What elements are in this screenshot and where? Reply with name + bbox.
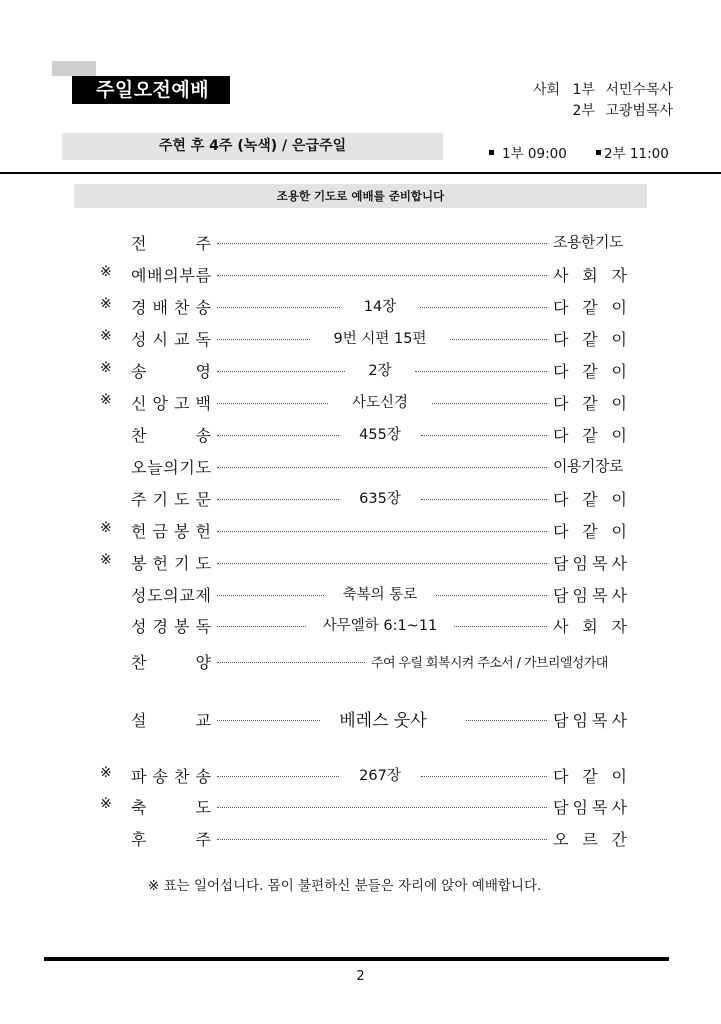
order-item-leader: 오 르 간: [553, 830, 627, 849]
host-part: 2부: [572, 103, 595, 119]
dotted-leader: [217, 307, 340, 308]
dotted-leader: [454, 626, 547, 627]
order-item: [0, 612, 721, 638]
order-item-detail: 267장: [359, 768, 401, 784]
order-item: [0, 453, 721, 479]
service-time-label: 1부 09:00: [502, 146, 567, 162]
order-item-detail: 주여 우릴 회복시켜 주소서 / 가브리엘성가대: [371, 656, 608, 671]
order-item-name: 성 도 의 교 제: [131, 586, 211, 605]
host-row-1: [525, 80, 673, 101]
dotted-leader: [217, 371, 345, 372]
order-item: [0, 706, 721, 732]
host-name: 서민수목사: [605, 82, 673, 98]
order-item: [0, 825, 721, 851]
page-number: 2: [356, 969, 365, 984]
order-item-leader: 사 회 자: [553, 266, 627, 285]
order-item-leader: 다 같 이: [553, 330, 627, 349]
order-item-leader: 다 같 이: [553, 298, 627, 317]
order-item-name: 찬 송: [131, 426, 211, 445]
service-subtitle: 주현 후 4주 (녹색) / 은급주일: [62, 133, 443, 160]
order-item-detail: 9번 시편 15편: [333, 331, 427, 347]
order-item-name: 설 교: [131, 711, 211, 730]
standing-footnote: ※ 표는 일어섭니다. 몸이 불편하신 분들은 자리에 앉아 예배합니다.: [148, 878, 542, 894]
order-item-detail: 2장: [368, 363, 392, 379]
order-item: [0, 357, 721, 383]
dotted-leader: [217, 662, 365, 663]
dotted-leader: [436, 595, 547, 596]
order-item-leader: 다 같 이: [553, 490, 627, 509]
dotted-leader: [217, 807, 547, 808]
order-item: [0, 421, 721, 447]
preparation-notice: 조용한 기도로 예배를 준비합니다: [74, 184, 647, 208]
standing-mark: ※: [100, 392, 112, 408]
host-label: 사회: [532, 82, 561, 98]
order-item-name: 신 앙 고 백: [131, 394, 211, 413]
order-item-name: 예 배 의 부 름: [131, 266, 211, 285]
standing-mark: ※: [100, 296, 112, 312]
order-item: [0, 581, 721, 607]
order-item-name: 찬 양: [131, 653, 211, 672]
order-item-name: 축 도: [131, 798, 211, 817]
header-tab-decoration: [52, 61, 96, 76]
dotted-leader: [217, 499, 339, 500]
host-info: [525, 80, 673, 122]
standing-mark: ※: [100, 264, 112, 280]
order-item-detail: 축복의 통로: [342, 587, 418, 603]
order-item: [0, 261, 721, 287]
order-item-leader: 다 같 이: [553, 426, 627, 445]
order-item-name: 송 영: [131, 362, 211, 381]
order-item-name: 성 경 봉 독: [131, 617, 211, 636]
service-title: 주일오전예배: [72, 76, 230, 104]
host-part: 1부: [572, 82, 595, 98]
order-item: [0, 549, 721, 575]
order-item: [0, 648, 721, 674]
order-item: [0, 793, 721, 819]
order-item-name: 주 기 도 문: [131, 490, 211, 509]
order-item-name: 오 늘 의 기 도: [131, 458, 211, 477]
order-item: [0, 485, 721, 511]
order-item: [0, 293, 721, 319]
dotted-leader: [217, 776, 339, 777]
order-item: [0, 389, 721, 415]
standing-mark: ※: [100, 360, 112, 376]
standing-mark: ※: [100, 765, 112, 781]
dotted-leader: [421, 499, 547, 500]
service-time-2: [596, 142, 669, 162]
order-item-leader: 담 임 목 사: [553, 554, 627, 573]
dotted-leader: [217, 243, 547, 244]
order-item-leader: 다 같 이: [553, 522, 627, 541]
header-divider: [0, 172, 721, 174]
dotted-leader: [466, 720, 547, 721]
standing-mark: ※: [100, 328, 112, 344]
standing-mark: ※: [100, 796, 112, 812]
dotted-leader: [415, 371, 547, 372]
order-item-detail: 635장: [359, 491, 401, 507]
order-item-name: 파 송 찬 송: [131, 767, 211, 786]
dotted-leader: [217, 595, 324, 596]
dotted-leader: [420, 307, 547, 308]
dotted-leader: [450, 339, 547, 340]
order-item-leader: 다 같 이: [553, 362, 627, 381]
dotted-leader: [217, 435, 339, 436]
dotted-leader: [217, 275, 547, 276]
order-item: [0, 762, 721, 788]
order-item-name: 전 주: [131, 234, 211, 253]
bullet-square-icon: [596, 150, 601, 155]
dotted-leader: [217, 839, 547, 840]
order-item-name: 후 주: [131, 830, 211, 849]
order-item-name: 성 시 교 독: [131, 330, 211, 349]
dotted-leader: [217, 339, 310, 340]
dotted-leader: [217, 467, 547, 468]
order-item-leader: 담 임 목 사: [553, 586, 627, 605]
dotted-leader: [217, 531, 547, 532]
order-item-leader: 다 같 이: [553, 767, 627, 786]
dotted-leader: [217, 563, 547, 564]
order-item-detail: 455장: [359, 427, 401, 443]
order-item-leader: 이용기장로: [553, 457, 623, 475]
order-item: [0, 229, 721, 255]
order-item-detail: 베레스 웃사: [339, 711, 427, 731]
standing-mark: ※: [100, 520, 112, 536]
host-row-2: [525, 101, 673, 122]
dotted-leader: [217, 626, 306, 627]
service-time-label: 2부 11:00: [604, 146, 669, 162]
order-item-name: 경 배 찬 송: [131, 298, 211, 317]
dotted-leader: [217, 403, 328, 404]
order-item-detail: 사도신경: [351, 395, 409, 411]
dotted-leader: [432, 403, 547, 404]
service-time-1: [489, 142, 567, 162]
order-item-detail: 14장: [363, 299, 397, 315]
order-item-leader: 담 임 목 사: [553, 798, 627, 817]
order-item-leader: 조용한기도: [553, 233, 623, 251]
footer-divider: [44, 957, 669, 961]
order-item-name: 헌 금 봉 헌: [131, 522, 211, 541]
dotted-leader: [421, 435, 547, 436]
order-item-leader: 다 같 이: [553, 394, 627, 413]
order-item-detail: 사무엘하 6:1~11: [322, 618, 438, 634]
order-item: [0, 517, 721, 543]
bullet-square-icon: [489, 150, 494, 155]
dotted-leader: [421, 776, 547, 777]
order-item: [0, 325, 721, 351]
order-item-name: 봉 헌 기 도: [131, 554, 211, 573]
host-name: 고광범목사: [605, 103, 673, 119]
standing-mark: ※: [100, 552, 112, 568]
dotted-leader: [217, 720, 320, 721]
order-item-leader: 담 임 목 사: [553, 711, 627, 730]
order-item-leader: 사 회 자: [553, 617, 627, 636]
